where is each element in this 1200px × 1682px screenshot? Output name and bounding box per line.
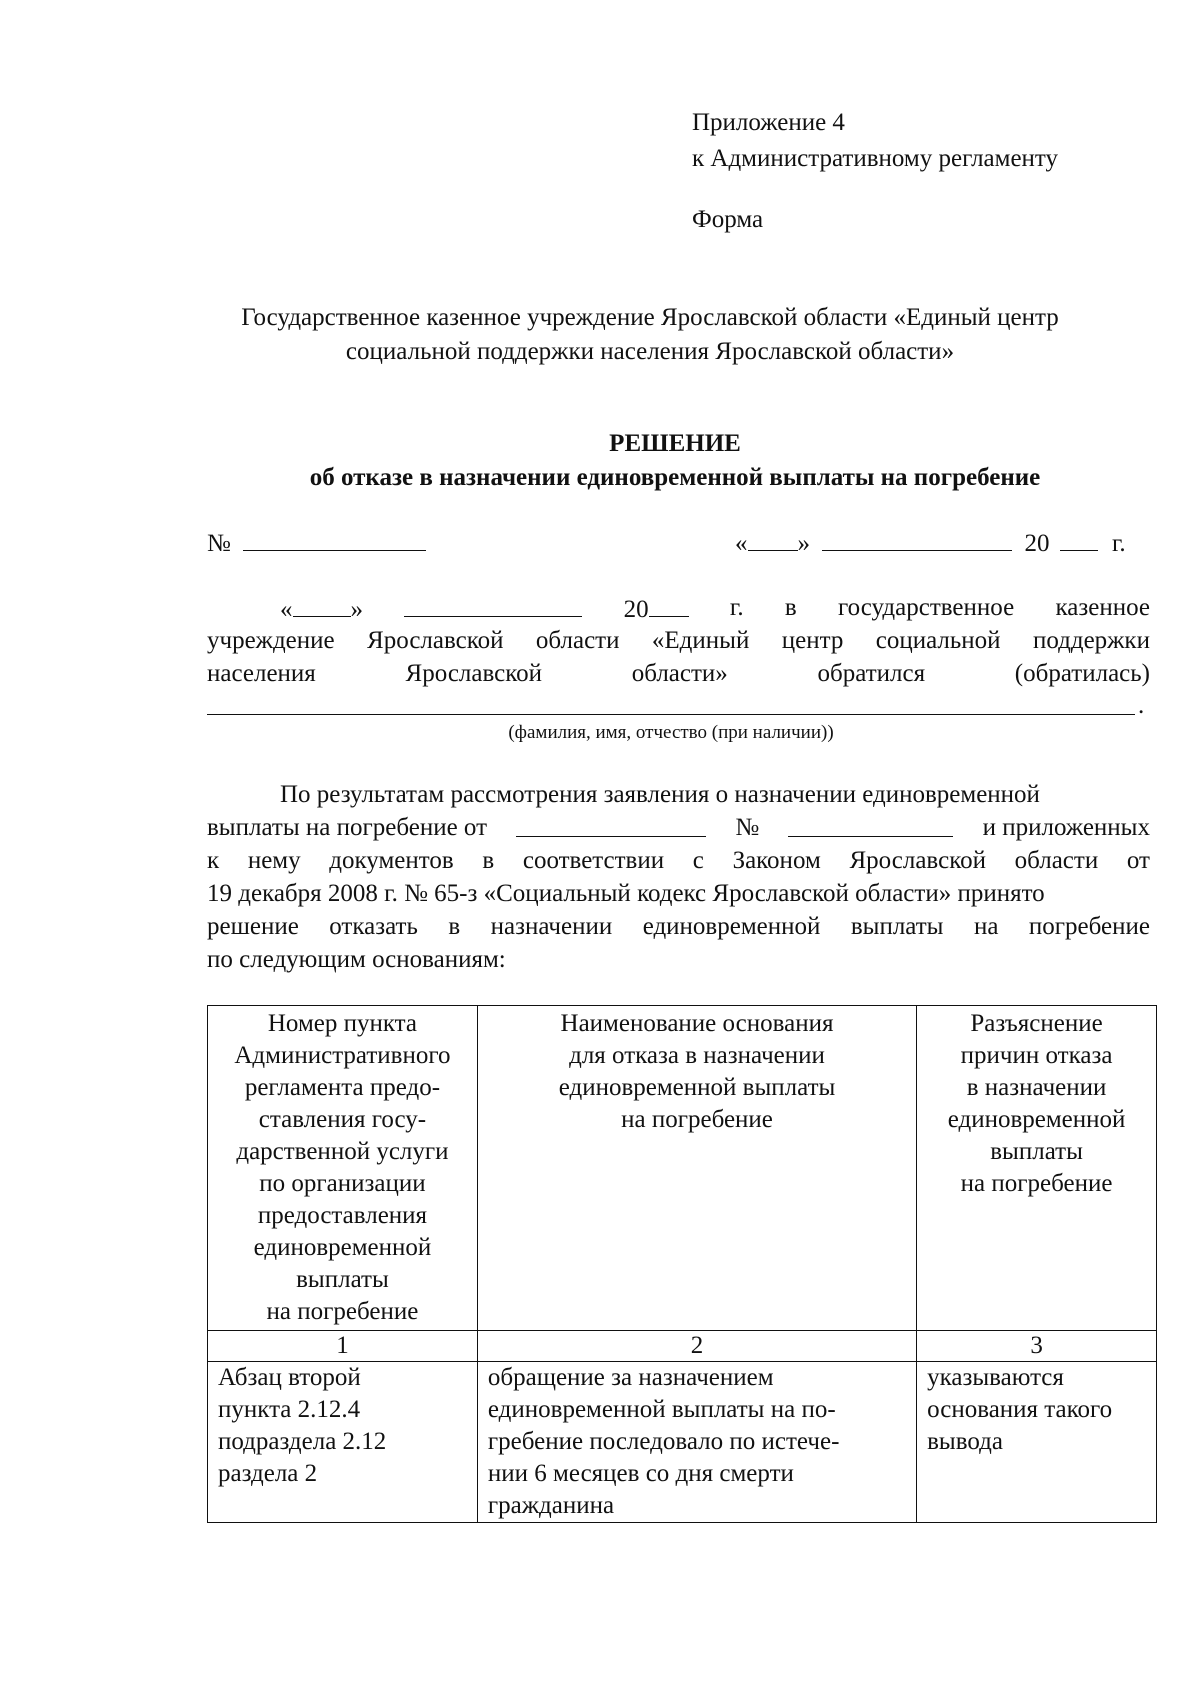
refusal-grounds-table	[207, 1005, 1157, 1523]
word: (обратилась)	[1014, 660, 1150, 687]
word: поддержки	[1032, 627, 1150, 654]
column-number: 1	[208, 1331, 478, 1362]
row-explanation: указываются основания такого вывода	[917, 1362, 1157, 1523]
word: к	[207, 847, 220, 874]
regulation-reference: к Административному регламенту	[692, 145, 1059, 172]
row-ground-name: обращение за назначением единовременной выплаты на по- гребение последовало по истече- нии 6 месяцев со дня смерти гражданина	[477, 1362, 916, 1523]
header-cell-regulation-item: Номер пункта Административного регламента предо- ставления госу- дарственной услуги по организации предоставления единовременной выплаты на погребение	[208, 1006, 478, 1331]
word: в	[482, 847, 495, 874]
word: казенное	[1055, 594, 1150, 621]
date-field	[735, 526, 1126, 560]
word: и приложенных	[982, 814, 1150, 841]
word: области	[1014, 847, 1099, 874]
paragraph1-day: « »	[280, 592, 363, 626]
word: единовременной	[642, 913, 821, 940]
paragraph1-year: 20	[624, 592, 689, 626]
word: решение	[207, 913, 299, 940]
word: на	[973, 913, 999, 940]
paragraph1-line-3	[207, 658, 1150, 690]
date-month-blank[interactable]	[822, 526, 1012, 551]
paragraph1-year-blank[interactable]	[649, 592, 689, 617]
word: в	[784, 594, 797, 621]
paragraph1-line-1	[280, 592, 1150, 626]
row-regulation-item: Абзац второй пункта 2.12.4 подраздела 2.12 раздела 2	[208, 1362, 478, 1523]
word: документов	[329, 847, 454, 874]
header-cell-ground-name: Наименование основания для отказа в назначении единовременной выплаты на погребение	[477, 1006, 916, 1331]
word: нему	[247, 847, 301, 874]
word: области	[535, 627, 620, 654]
word: Ярославской	[405, 660, 543, 687]
word: погребение	[1028, 913, 1150, 940]
number-blank[interactable]	[243, 526, 426, 551]
date-quote-open: «	[735, 530, 748, 557]
paragraph2-line-5	[207, 911, 1150, 943]
word: Ярославской	[367, 627, 504, 654]
word: центр	[781, 627, 844, 654]
column-number: 3	[917, 1331, 1157, 1362]
document-title: РЕШЕНИЕ	[609, 430, 741, 457]
word: с	[692, 847, 704, 874]
paragraph2-line-1: По результатам рассмотрения заявления о назначении единовременной	[280, 781, 1040, 808]
word: выплаты	[850, 913, 944, 940]
header-cell-explanation: Разъяснение причин отказа в назначении единовременной выплаты на погребение	[917, 1006, 1157, 1331]
applicant-name-caption: (фамилия, имя, отчество (при наличии))	[508, 722, 834, 743]
number-sign: №	[207, 530, 231, 557]
word: государственное	[837, 594, 1015, 621]
word: в	[448, 913, 461, 940]
table-header-row	[208, 1006, 1157, 1331]
paragraph1-month-blank[interactable]	[404, 592, 582, 617]
applicant-line-dot: .	[1138, 692, 1145, 719]
application-number-blank[interactable]	[788, 812, 953, 837]
document-subtitle: об отказе в назначении единовременной выплаты на погребение	[309, 464, 1041, 491]
word: учреждение	[207, 627, 335, 654]
word: соответствии	[522, 847, 665, 874]
applicant-name-blank[interactable]	[207, 714, 1135, 715]
form-label: Форма	[692, 206, 764, 233]
paragraph1-line-2	[207, 625, 1150, 657]
institution-line-2: социальной поддержки населения Ярославской области»	[345, 338, 955, 365]
word: области»	[631, 660, 728, 687]
date-year-prefix: 20	[1024, 530, 1050, 557]
word: социальной	[875, 627, 1001, 654]
date-quote-close: »	[797, 530, 810, 557]
table-number-row	[208, 1331, 1157, 1362]
word: отказать	[329, 913, 418, 940]
paragraph2-line-3	[207, 845, 1150, 877]
paragraph2-line-2	[207, 812, 1150, 844]
column-number: 2	[477, 1331, 916, 1362]
word: от	[1126, 847, 1150, 874]
date-year-suffix: г.	[1112, 530, 1126, 557]
table-row	[208, 1362, 1157, 1523]
word: обратился	[817, 660, 926, 687]
word: населения	[207, 660, 316, 687]
appendix-label: Приложение 4	[692, 109, 845, 136]
date-day-blank[interactable]	[748, 526, 798, 551]
paragraph1-day-blank[interactable]	[293, 592, 351, 617]
paragraph2-line-6: по следующим основаниям:	[207, 946, 506, 973]
word: Законом	[732, 847, 821, 874]
date-year-blank[interactable]	[1060, 526, 1098, 551]
paragraph2-line-4: 19 декабря 2008 г. № 65-з «Социальный кодекс Ярославской области» принято	[207, 880, 1045, 907]
word: назначении	[490, 913, 613, 940]
word: Ярославской	[849, 847, 986, 874]
institution-line-1: Государственное казенное учреждение Ярославской области «Единый центр	[241, 304, 1059, 331]
word: «Единый	[651, 627, 750, 654]
word: №	[735, 814, 760, 841]
number-field	[207, 526, 426, 560]
word: г.	[729, 594, 744, 621]
word: выплаты на погребение от	[207, 814, 488, 841]
application-date-blank[interactable]	[516, 812, 706, 837]
